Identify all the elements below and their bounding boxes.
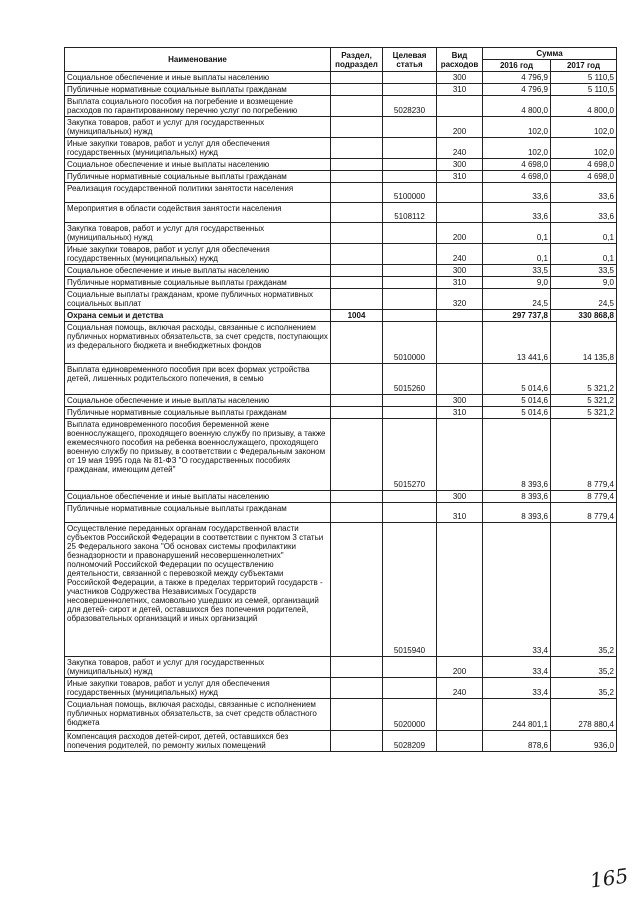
row-kind-cell: 200	[437, 657, 483, 678]
row-kind-cell: 300	[437, 72, 483, 84]
row-name-cell: Публичные нормативные социальные выплаты гражданам	[65, 407, 331, 419]
row-name-cell: Социальные выплаты гражданам, кроме публичных нормативных социальных выплат	[65, 289, 331, 310]
row-name-cell: Реализация государственной политики занятости населения	[65, 183, 331, 203]
row-kind-cell: 310	[437, 171, 483, 183]
row-target-cell	[383, 84, 437, 96]
row-sum-2016-cell: 4 796,9	[483, 84, 551, 96]
table-row	[65, 96, 617, 117]
row-section-cell	[331, 203, 383, 223]
row-kind-cell: 300	[437, 159, 483, 171]
table-row	[65, 395, 617, 407]
table-row	[65, 310, 617, 322]
row-kind-cell: 200	[437, 117, 483, 138]
row-section-cell	[331, 72, 383, 84]
row-kind-cell	[437, 183, 483, 203]
row-sum-2017-cell: 330 868,8	[551, 310, 617, 322]
row-target-cell: 5028209	[383, 731, 437, 752]
row-sum-2016-cell: 8 393,6	[483, 503, 551, 523]
row-section-cell	[331, 699, 383, 731]
row-section-cell	[331, 503, 383, 523]
row-sum-2016-cell: 5 014,6	[483, 364, 551, 395]
row-sum-2016-cell: 33,5	[483, 265, 551, 277]
row-target-cell	[383, 310, 437, 322]
table-row	[65, 523, 617, 657]
table-row	[65, 277, 617, 289]
row-section-cell	[331, 364, 383, 395]
row-section-cell	[331, 277, 383, 289]
row-section-cell	[331, 419, 383, 491]
row-section-cell	[331, 244, 383, 265]
row-target-cell: 5015270	[383, 419, 437, 491]
row-kind-cell	[437, 699, 483, 731]
row-sum-2017-cell: 278 880,4	[551, 699, 617, 731]
row-kind-cell: 300	[437, 265, 483, 277]
row-sum-2017-cell: 33,6	[551, 203, 617, 223]
row-section-cell	[331, 395, 383, 407]
row-sum-2016-cell: 102,0	[483, 117, 551, 138]
row-sum-2016-cell: 4 796,9	[483, 72, 551, 84]
table-row	[65, 491, 617, 503]
row-sum-2016-cell: 4 698,0	[483, 171, 551, 183]
row-target-cell: 5108112	[383, 203, 437, 223]
row-kind-cell	[437, 419, 483, 491]
page-number: 165	[588, 863, 630, 893]
table-row	[65, 72, 617, 84]
row-sum-2017-cell: 8 779,4	[551, 419, 617, 491]
row-target-cell: 5020000	[383, 699, 437, 731]
row-sum-2017-cell: 35,2	[551, 657, 617, 678]
row-section-cell	[331, 322, 383, 364]
table-row	[65, 289, 617, 310]
row-name-cell: Выплата единовременного пособия при всех формах устройства детей, лишенных родительского попечения, в семью	[65, 364, 331, 395]
row-sum-2017-cell: 5 321,2	[551, 407, 617, 419]
row-sum-2017-cell: 936,0	[551, 731, 617, 752]
table-body	[65, 72, 617, 752]
row-sum-2016-cell: 8 393,6	[483, 419, 551, 491]
row-kind-cell: 300	[437, 395, 483, 407]
header-section: Раздел, подраздел	[331, 48, 383, 72]
row-sum-2016-cell: 5 014,6	[483, 407, 551, 419]
row-name-cell: Охрана семьи и детства	[65, 310, 331, 322]
row-target-cell	[383, 138, 437, 159]
row-kind-cell	[437, 364, 483, 395]
row-name-cell: Иные закупки товаров, работ и услуг для обеспечения государственных (муниципальных) нужд	[65, 138, 331, 159]
row-section-cell	[331, 678, 383, 699]
row-section-cell	[331, 223, 383, 244]
row-kind-cell	[437, 310, 483, 322]
row-section-cell	[331, 117, 383, 138]
header-year-2017: 2017 год	[551, 60, 617, 72]
row-name-cell: Публичные нормативные социальные выплаты гражданам	[65, 171, 331, 183]
header-sum: Сумма	[483, 48, 617, 60]
table-row	[65, 699, 617, 731]
row-kind-cell: 310	[437, 503, 483, 523]
table-row	[65, 419, 617, 491]
row-section-cell	[331, 96, 383, 117]
row-sum-2017-cell: 102,0	[551, 117, 617, 138]
row-target-cell	[383, 277, 437, 289]
row-sum-2017-cell: 0,1	[551, 223, 617, 244]
row-name-cell: Социальное обеспечение и иные выплаты населению	[65, 395, 331, 407]
budget-table-sheet	[64, 47, 617, 752]
row-sum-2017-cell: 102,0	[551, 138, 617, 159]
budget-table	[64, 47, 617, 752]
row-name-cell: Выплата единовременного пособия беременной жене военнослужащего, проходящего военную службу по призыву, а также ежемесячного пособия на ребенка военнослужащего, проходящего военную службу по призыву, в соответствии с Федеральным законом от 19 мая 1995 года № 81-ФЗ "О государственных пособиях гражданам, имеющим детей"	[65, 419, 331, 491]
row-section-cell	[331, 183, 383, 203]
row-sum-2016-cell: 33,6	[483, 183, 551, 203]
row-sum-2016-cell: 8 393,6	[483, 491, 551, 503]
row-sum-2016-cell: 297 737,8	[483, 310, 551, 322]
row-target-cell	[383, 117, 437, 138]
row-target-cell	[383, 289, 437, 310]
row-name-cell: Иные закупки товаров, работ и услуг для обеспечения государственных (муниципальных) нужд	[65, 244, 331, 265]
row-sum-2017-cell: 5 110,5	[551, 72, 617, 84]
row-name-cell: Иные закупки товаров, работ и услуг для обеспечения государственных (муниципальных) нужд	[65, 678, 331, 699]
row-kind-cell: 300	[437, 491, 483, 503]
row-kind-cell	[437, 96, 483, 117]
row-section-cell	[331, 84, 383, 96]
row-kind-cell: 320	[437, 289, 483, 310]
row-target-cell	[383, 159, 437, 171]
row-sum-2016-cell: 102,0	[483, 138, 551, 159]
row-name-cell: Социальное обеспечение и иные выплаты населению	[65, 265, 331, 277]
row-sum-2016-cell: 244 801,1	[483, 699, 551, 731]
row-target-cell	[383, 657, 437, 678]
row-name-cell: Закупка товаров, работ и услуг для государственных (муниципальных) нужд	[65, 657, 331, 678]
header-kind: Вид расходов	[437, 48, 483, 72]
row-section-cell	[331, 171, 383, 183]
row-name-cell: Осуществление переданных органам государственной власти субъектов Российской Федерации в соответствии с пунктом 3 статьи 25 Федерального закона "Об основах системы профилактики безнадзорности и правонарушений несовершеннолетних" полномочий Российской Федерации по осуществлению деятельности, связанной с перевозкой между субъектами Российской Федерации, а также в пределах территорий государств - участников Содружества Независимых Государств несовершеннолетних, самовольно ушедших из семей, организаций для детей- сирот и детей, оставшихся без попечения родителей, образовательных организаций и иных организаций	[65, 523, 331, 657]
row-section-cell	[331, 138, 383, 159]
row-sum-2017-cell: 5 110,5	[551, 84, 617, 96]
row-name-cell: Публичные нормативные социальные выплаты гражданам	[65, 503, 331, 523]
row-target-cell	[383, 678, 437, 699]
header-name: Наименование	[65, 48, 331, 72]
row-sum-2017-cell: 14 135,8	[551, 322, 617, 364]
table-row	[65, 407, 617, 419]
row-kind-cell	[437, 731, 483, 752]
header-target: Целевая статья	[383, 48, 437, 72]
table-row	[65, 503, 617, 523]
row-sum-2017-cell: 4 800,0	[551, 96, 617, 117]
row-kind-cell	[437, 523, 483, 657]
row-target-cell	[383, 244, 437, 265]
row-section-cell	[331, 265, 383, 277]
row-target-cell: 5015260	[383, 364, 437, 395]
table-row	[65, 138, 617, 159]
table-row	[65, 223, 617, 244]
row-target-cell	[383, 72, 437, 84]
row-sum-2016-cell: 33,4	[483, 523, 551, 657]
row-section-cell	[331, 407, 383, 419]
row-name-cell: Социальное обеспечение и иные выплаты населению	[65, 159, 331, 171]
row-name-cell: Закупка товаров, работ и услуг для государственных (муниципальных) нужд	[65, 223, 331, 244]
row-sum-2017-cell: 33,6	[551, 183, 617, 203]
table-row	[65, 117, 617, 138]
row-name-cell: Выплата социального пособия на погребение и возмещение расходов по гарантированному перечню услуг по погребению	[65, 96, 331, 117]
table-row	[65, 678, 617, 699]
row-section-cell	[331, 491, 383, 503]
row-target-cell	[383, 223, 437, 244]
row-target-cell: 5100000	[383, 183, 437, 203]
row-name-cell: Закупка товаров, работ и услуг для государственных (муниципальных) нужд	[65, 117, 331, 138]
table-row	[65, 84, 617, 96]
row-name-cell: Мероприятия в области содействия занятости населения	[65, 203, 331, 223]
header-year-2016: 2016 год	[483, 60, 551, 72]
table-row	[65, 364, 617, 395]
table-row	[65, 731, 617, 752]
row-section-cell	[331, 657, 383, 678]
row-sum-2017-cell: 4 698,0	[551, 171, 617, 183]
row-sum-2016-cell: 33,4	[483, 678, 551, 699]
row-sum-2016-cell: 0,1	[483, 223, 551, 244]
table-row	[65, 265, 617, 277]
row-sum-2017-cell: 9,0	[551, 277, 617, 289]
row-sum-2017-cell: 33,5	[551, 265, 617, 277]
row-sum-2016-cell: 9,0	[483, 277, 551, 289]
row-sum-2017-cell: 5 321,2	[551, 395, 617, 407]
row-sum-2016-cell: 4 698,0	[483, 159, 551, 171]
row-target-cell	[383, 265, 437, 277]
row-sum-2017-cell: 0,1	[551, 244, 617, 265]
row-target-cell	[383, 503, 437, 523]
row-section-cell	[331, 159, 383, 171]
row-sum-2016-cell: 878,6	[483, 731, 551, 752]
row-kind-cell: 240	[437, 244, 483, 265]
row-target-cell	[383, 395, 437, 407]
table-row	[65, 171, 617, 183]
row-sum-2016-cell: 13 441,6	[483, 322, 551, 364]
row-section-cell	[331, 289, 383, 310]
row-sum-2017-cell: 24,5	[551, 289, 617, 310]
row-sum-2016-cell: 0,1	[483, 244, 551, 265]
row-sum-2016-cell: 33,6	[483, 203, 551, 223]
row-kind-cell: 310	[437, 277, 483, 289]
table-row	[65, 657, 617, 678]
row-kind-cell: 200	[437, 223, 483, 244]
row-name-cell: Социальная помощь, включая расходы, связанные с исполнением публичных нормативных обязательств, за счет средств областного бюджета	[65, 699, 331, 731]
table-row	[65, 183, 617, 203]
table-row	[65, 203, 617, 223]
row-kind-cell: 240	[437, 678, 483, 699]
row-name-cell: Социальная помощь, включая расходы, связанные с исполнением публичных нормативных обязательств, за счет средств, поступающих из федерального бюджета и внебюджетных фондов	[65, 322, 331, 364]
row-kind-cell	[437, 322, 483, 364]
row-target-cell	[383, 491, 437, 503]
row-sum-2017-cell: 35,2	[551, 678, 617, 699]
table-row	[65, 244, 617, 265]
row-section-cell: 1004	[331, 310, 383, 322]
row-sum-2016-cell: 24,5	[483, 289, 551, 310]
row-sum-2017-cell: 8 779,4	[551, 491, 617, 503]
row-target-cell: 5028230	[383, 96, 437, 117]
table-row	[65, 159, 617, 171]
row-name-cell: Публичные нормативные социальные выплаты гражданам	[65, 277, 331, 289]
row-target-cell	[383, 407, 437, 419]
row-name-cell: Социальное обеспечение и иные выплаты населению	[65, 72, 331, 84]
row-name-cell: Публичные нормативные социальные выплаты гражданам	[65, 84, 331, 96]
row-kind-cell: 310	[437, 407, 483, 419]
row-sum-2016-cell: 4 800,0	[483, 96, 551, 117]
row-section-cell	[331, 523, 383, 657]
row-sum-2017-cell: 4 698,0	[551, 159, 617, 171]
row-sum-2016-cell: 5 014,6	[483, 395, 551, 407]
row-section-cell	[331, 731, 383, 752]
row-target-cell: 5015940	[383, 523, 437, 657]
row-sum-2017-cell: 5 321,2	[551, 364, 617, 395]
row-target-cell: 5010000	[383, 322, 437, 364]
row-sum-2016-cell: 33,4	[483, 657, 551, 678]
row-sum-2017-cell: 8 779,4	[551, 503, 617, 523]
row-kind-cell: 310	[437, 84, 483, 96]
row-name-cell: Социальное обеспечение и иные выплаты населению	[65, 491, 331, 503]
row-name-cell: Компенсация расходов детей-сирот, детей, оставшихся без попечения родителей, по ремонту жилых помещений	[65, 731, 331, 752]
row-target-cell	[383, 171, 437, 183]
row-sum-2017-cell: 35,2	[551, 523, 617, 657]
table-row	[65, 322, 617, 364]
row-kind-cell	[437, 203, 483, 223]
row-kind-cell: 240	[437, 138, 483, 159]
